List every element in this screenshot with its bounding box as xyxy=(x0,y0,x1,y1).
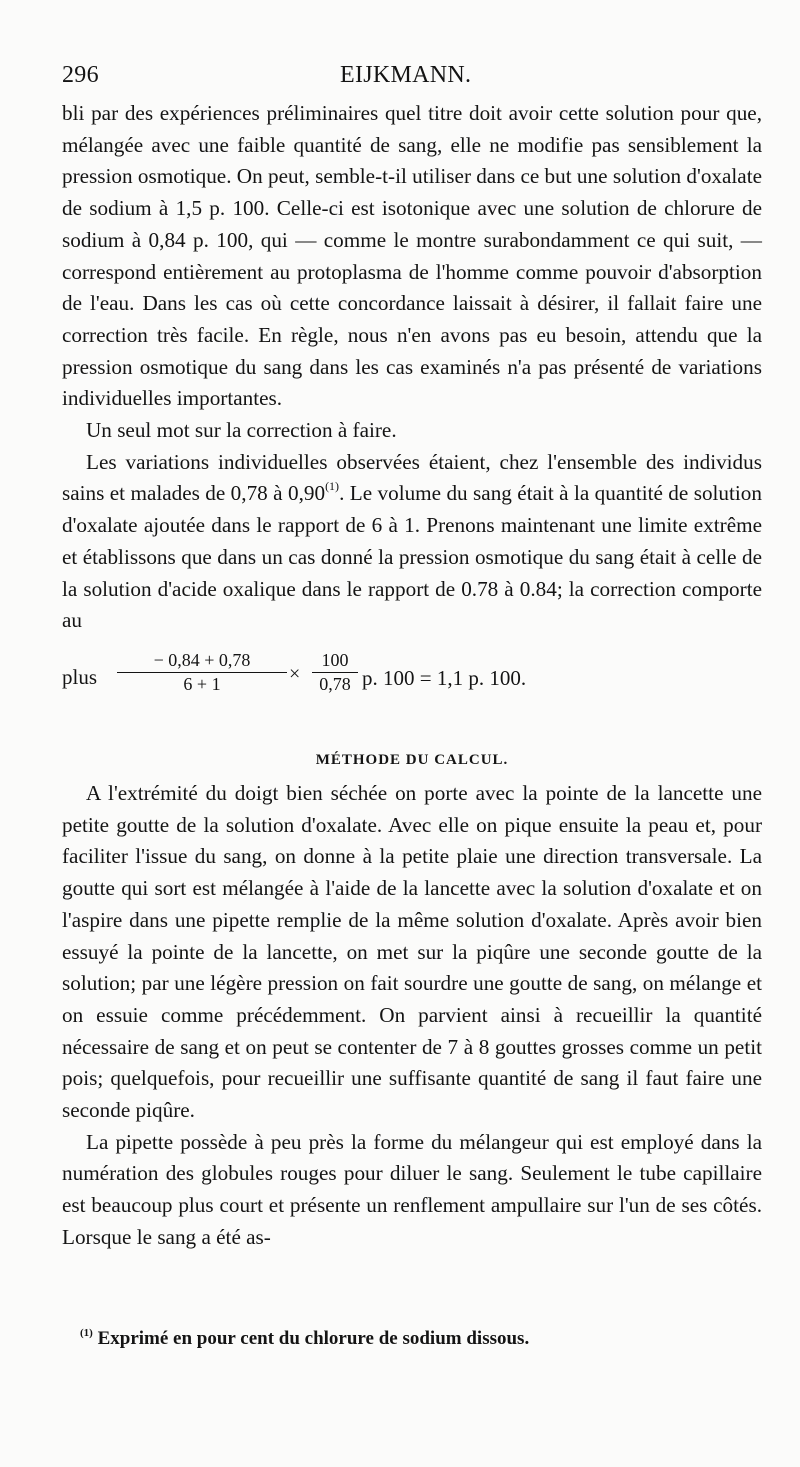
footnote xyxy=(80,1328,760,1350)
paragraph-pipette: La pipette possède à peu près la forme du mélangeur qui est employé dans la numération des globules rouges pour diluer le sang. Seulement le tube capillaire est beaucoup plus court et présente un renflement ampullaire sur l'un de ses côtés. Lorsque le sang a été as- xyxy=(62,1129,762,1249)
footnote-marker: (1) xyxy=(80,1327,93,1339)
paragraph-method: A l'extrémité du doigt bien séchée on porte avec la pointe de la lancette une petite goutte de la solution d'oxalate. Avec elle on pique ensuite la peau et, pour faciliter l'issue du sang, on donne à la petite plaie une direction transversale. La goutte qui sort est mélangée à l'aide de la lancette avec la solution d'oxalate et on l'aspire dans une pipette remplie de la même solution d'oxalate. Après avoir bien essuyé la pointe de la lancette, on met sur la piqûre une seconde goutte de la solution; par une légère pression on fait sourdre une goutte de sang, on mélange et on essuie comme précédemment. On parvient ainsi à recueillir la quantité nécessaire de sang et on peut se contenter de 7 à 8 gouttes grosses comme un petit pois; quelquefois, pour recueillir une suffisante quantité de sang il faut faire une seconde piqûre. xyxy=(62,781,762,1123)
section-heading: MÉTHODE DU CALCUL. xyxy=(315,752,509,768)
body-text-bottom xyxy=(62,778,762,1254)
paragraph-variations xyxy=(62,447,762,637)
formula-fraction-1 xyxy=(117,650,287,695)
formula-result: p. 100 = 1,1 p. 100. xyxy=(362,666,527,690)
body-text-top xyxy=(62,98,762,637)
paragraph-continued: bli par des expériences préliminaires quel titre doit avoir cette solution pour que, mélangée avec une faible quantité de sang, elle ne modifie pas sensiblement la pression osmotique. On peut, semble-t-il utiliser dans ce but une solution d'oxalate de sodium à 1,5 p. 100. Celle-ci est isotonique avec une solution de chlorure de sodium à 0,84 p. 100, qui — comme le montre surabondamment ce qui suit, — correspond entièrement au protoplasma de l'homme comme pouvoir d'absorption de l'eau. Dans les cas où cette concordance laissait à désirer, il fallait faire une correction très facile. En règle, nous n'en avons pas eu besoin, attendu que la pression osmotique du sang dans les cas examinés n'a pas présenté de variations individuelles importantes. xyxy=(62,101,762,411)
footnote-text: Exprimé en pour cent du chlorure de sodium dissous. xyxy=(97,1328,530,1349)
fraction-1-numerator: − 0,84 + 0,78 xyxy=(117,650,287,673)
fraction-2-denominator: 0,78 xyxy=(319,674,351,694)
fraction-2-numerator: 100 xyxy=(312,650,358,673)
variations-text-end: . Le volume du sang était à la quantité de solution d'oxalate ajoutée dans le rapport de 6 à 1. Prenons maintenant une limite extrême et établissons que dans un cas donné la pression osmotique du sang était à celle de la solution d'acide oxalique dans le rapport de 0.78 à 0.84; la correction comporte au xyxy=(62,481,762,633)
fraction-1-denominator: 6 + 1 xyxy=(183,674,221,694)
footnote-reference: (1) xyxy=(325,479,340,494)
page-number: 296 xyxy=(62,62,99,88)
correction-formula xyxy=(62,650,762,720)
times-sign: × xyxy=(289,663,301,685)
formula-fraction-2 xyxy=(312,650,358,695)
page-header xyxy=(62,62,762,92)
variations-text-start: Les variations individuelles observées étaient, chez l'ensemble des individus sains et malades de 0,78 à 0,90 xyxy=(62,449,762,506)
paragraph-correction-intro: Un seul mot sur la correction à faire. xyxy=(86,418,397,443)
formula-lead: plus xyxy=(62,665,98,689)
running-title: EIJKMANN. xyxy=(340,62,472,88)
